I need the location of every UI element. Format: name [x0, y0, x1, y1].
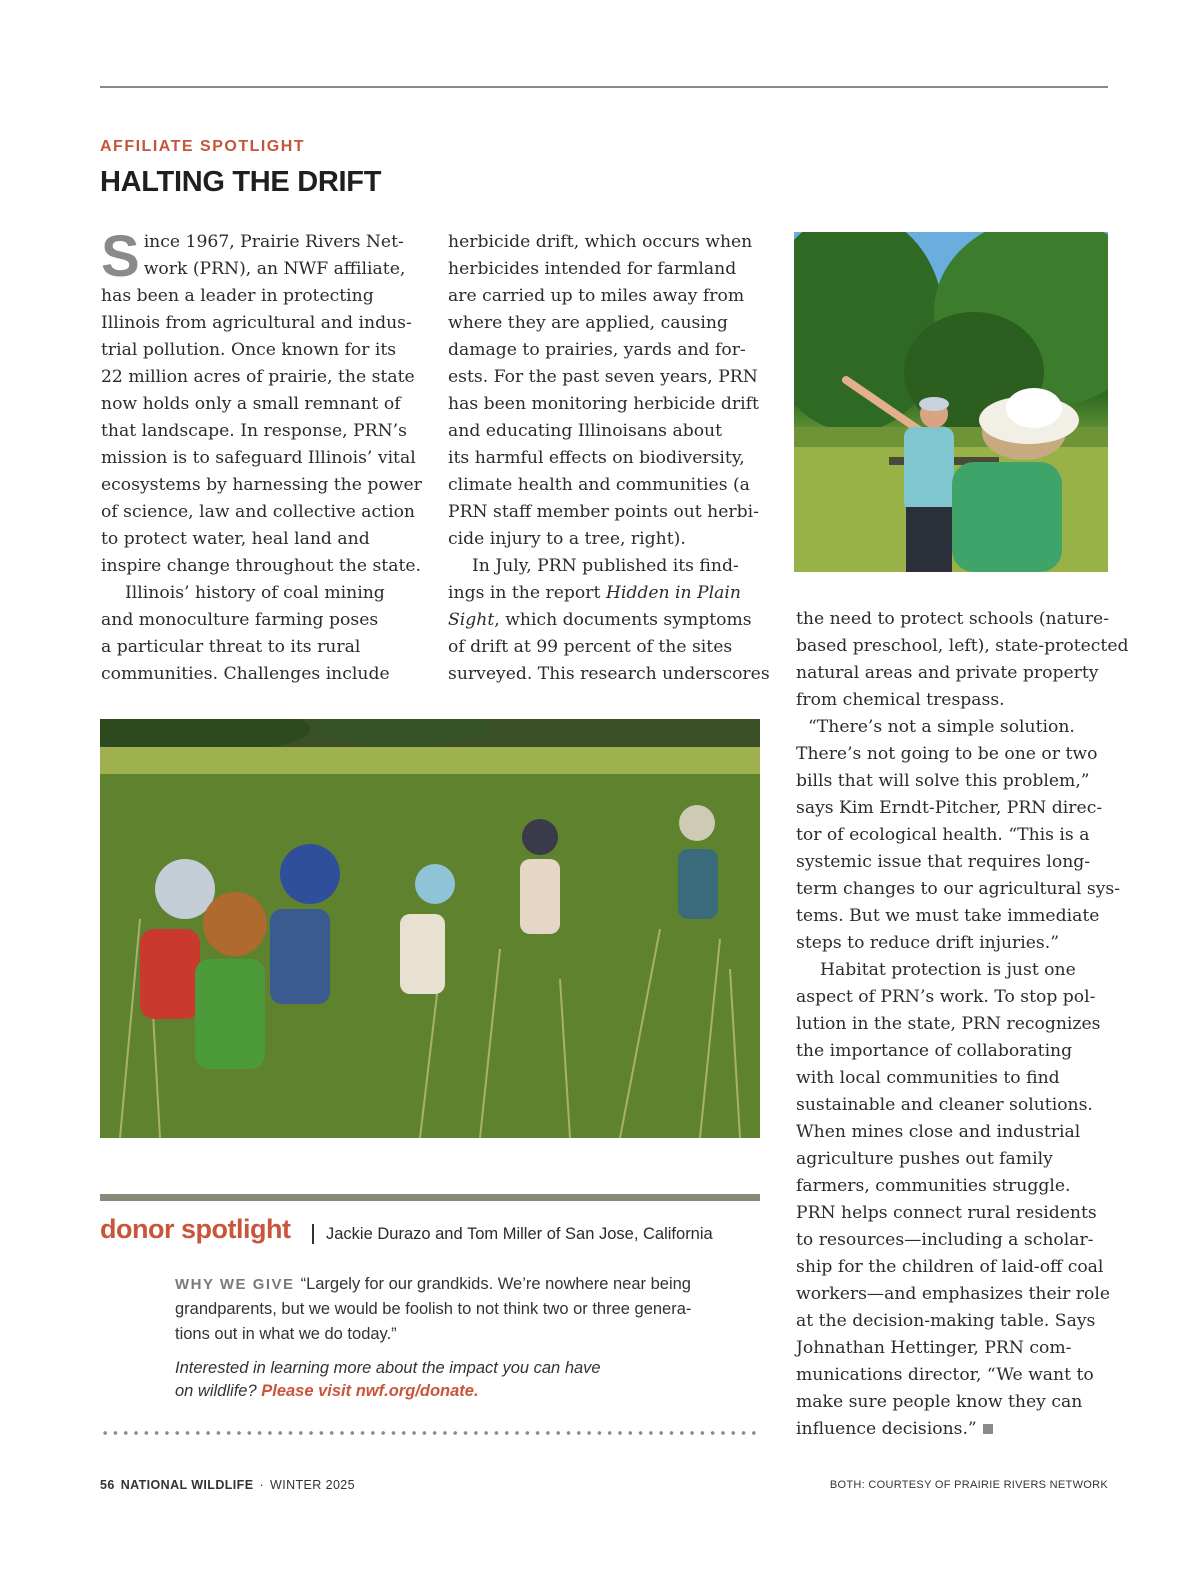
body-line: says Kim Erndt-Pitcher, PRN direc- — [796, 798, 1103, 818]
body-line: now holds only a small remnant of — [101, 394, 401, 414]
article-column-2 — [448, 229, 770, 688]
quote-line — [175, 1272, 760, 1297]
body-line: mission is to safeguard Illinois’ vital — [101, 448, 416, 468]
body-line: herbicide drift, which occurs when — [448, 232, 753, 252]
body-text: , which documents symptoms — [494, 610, 752, 630]
body-line: cide injury to a tree, right). — [448, 529, 686, 549]
body-line — [448, 607, 766, 634]
body-line: herbicides intended for farmland — [448, 259, 737, 279]
body-line: of drift at 99 percent of the sites — [448, 637, 733, 657]
body-line: bills that will solve this problem,” — [796, 771, 1090, 791]
body-line: In July, PRN published its find- — [472, 556, 739, 576]
body-line: surveyed. This research underscores — [448, 664, 770, 684]
body-line: sustainable and cleaner solutions. — [796, 1095, 1093, 1115]
body-line: inspire change throughout the state. — [101, 556, 421, 576]
body-line: climate health and communities (a — [448, 475, 750, 495]
article-headline: HALTING THE DRIFT — [100, 166, 382, 198]
body-line: the need to protect schools (nature- — [796, 609, 1110, 629]
body-line: work (PRN), an NWF affiliate, — [143, 259, 406, 279]
folio-separator: · — [259, 1478, 265, 1492]
body-line — [796, 1416, 1114, 1443]
cta-text: on wildlife? — [175, 1382, 257, 1400]
body-line: PRN staff member points out herbi- — [448, 502, 759, 522]
top-rule — [100, 86, 1108, 88]
body-line: munications director, “We want to — [796, 1365, 1094, 1385]
body-line: Illinois from agricultural and indus- — [101, 313, 412, 333]
body-line: systemic issue that requires long- — [796, 852, 1091, 872]
article-column-3 — [796, 606, 1129, 1443]
body-line: Johnathan Hettinger, PRN com- — [796, 1338, 1072, 1358]
body-line: and monoculture farming poses — [101, 610, 379, 630]
body-line: and educating Illinoisans about — [448, 421, 723, 441]
section-kicker: AFFILIATE SPOTLIGHT — [100, 138, 306, 155]
issue-date: WINTER 2025 — [270, 1478, 355, 1492]
body-line: trial pollution. Once known for its — [101, 340, 397, 360]
body-line: are carried up to miles away from — [448, 286, 745, 306]
body-line: from chemical trespass. — [796, 690, 1005, 710]
photo-credit: BOTH: COURTESY OF PRAIRIE RIVERS NETWORK — [829, 1479, 1108, 1491]
body-line: natural areas and private property — [796, 663, 1099, 683]
body-line: with local communities to find — [796, 1068, 1060, 1088]
body-line: make sure people know they can — [796, 1392, 1083, 1412]
quote-text: “Largely for our grandkids. We’re nowhere near being — [300, 1275, 691, 1293]
page-number: 56 — [100, 1478, 115, 1492]
body-line: the importance of collaborating — [796, 1041, 1073, 1061]
body-line: damage to prairies, yards and for- — [448, 340, 746, 360]
donor-rule — [100, 1194, 760, 1201]
body-line: has been monitoring herbicide drift — [448, 394, 759, 414]
body-line: that landscape. In response, PRN’s — [101, 421, 407, 441]
photo-staff-pointing-at-tree — [794, 232, 1108, 572]
body-line: Habitat protection is just one — [820, 960, 1076, 980]
photo-children-in-prairie — [100, 719, 760, 1138]
body-line: to resources—including a scholar- — [796, 1230, 1094, 1250]
body-line: ince 1967, Prairie Rivers Net- — [143, 232, 404, 252]
donor-spotlight-title: donor spotlight — [100, 1214, 291, 1244]
body-line: where they are applied, causing — [448, 313, 728, 333]
body-text: ings in the report — [448, 583, 601, 603]
body-line: communities. Challenges include — [101, 664, 390, 684]
body-text: influence decisions.” — [796, 1419, 977, 1439]
body-line: PRN helps connect rural residents — [796, 1203, 1097, 1223]
report-title-part-1: Hidden in Plain — [605, 583, 741, 603]
drop-cap: S — [101, 224, 140, 289]
body-line: “There’s not a simple solution. — [808, 717, 1075, 737]
end-mark-icon — [983, 1424, 993, 1434]
body-line: aspect of PRN’s work. To stop pol- — [796, 987, 1096, 1007]
body-line: term changes to our agricultural sys- — [796, 879, 1121, 899]
body-line: farmers, communities struggle. — [796, 1176, 1071, 1196]
cta-line: Interested in learning more about the impact you can have — [175, 1359, 601, 1377]
body-line: of science, law and collective action — [101, 502, 415, 522]
donate-link[interactable]: Please visit nwf.org/donate. — [261, 1382, 479, 1400]
body-line: workers—and emphasizes their role — [796, 1284, 1111, 1304]
body-line: its harmful effects on biodiversity, — [448, 448, 745, 468]
body-line: to protect water, heal land and — [101, 529, 370, 549]
body-line: There’s not going to be one or two — [796, 744, 1098, 764]
title-divider — [312, 1224, 314, 1244]
body-line: Illinois’ history of coal mining — [125, 583, 385, 603]
donor-quote — [175, 1272, 760, 1347]
body-line: at the decision-making table. Says — [796, 1311, 1096, 1331]
body-line: based preschool, left), state-protected — [796, 636, 1129, 656]
quote-line: grandparents, but we would be foolish to not think two or three genera- — [175, 1300, 692, 1318]
why-we-give-label: WHY WE GIVE — [175, 1276, 295, 1293]
donor-names: Jackie Durazo and Tom Miller of San Jose, California — [326, 1225, 713, 1243]
body-line: lution in the state, PRN recognizes — [796, 1014, 1101, 1034]
body-line: When mines close and industrial — [796, 1122, 1081, 1142]
body-line: tems. But we must take immediate — [796, 906, 1100, 926]
body-line: has been a leader in protecting — [101, 286, 374, 306]
body-line: a particular threat to its rural — [101, 637, 361, 657]
dotted-divider — [100, 1430, 762, 1436]
body-line: 22 million acres of prairie, the state — [101, 367, 415, 387]
quote-line: tions out in what we do today.” — [175, 1325, 397, 1343]
folio — [100, 1478, 355, 1492]
body-line: ests. For the past seven years, PRN — [448, 367, 758, 387]
body-line — [448, 580, 766, 607]
article-column-1 — [101, 224, 422, 688]
report-title-part-2: Sight — [448, 610, 495, 630]
donor-cta — [175, 1357, 760, 1403]
cta-line — [175, 1380, 760, 1403]
body-line: ship for the children of laid-off coal — [796, 1257, 1104, 1277]
body-line: ecosystems by harnessing the power — [101, 475, 422, 495]
body-line: tor of ecological health. “This is a — [796, 825, 1090, 845]
body-line: agriculture pushes out family — [796, 1149, 1053, 1169]
body-line: steps to reduce drift injuries.” — [796, 933, 1059, 953]
magazine-name: NATIONAL WILDLIFE — [120, 1478, 254, 1492]
